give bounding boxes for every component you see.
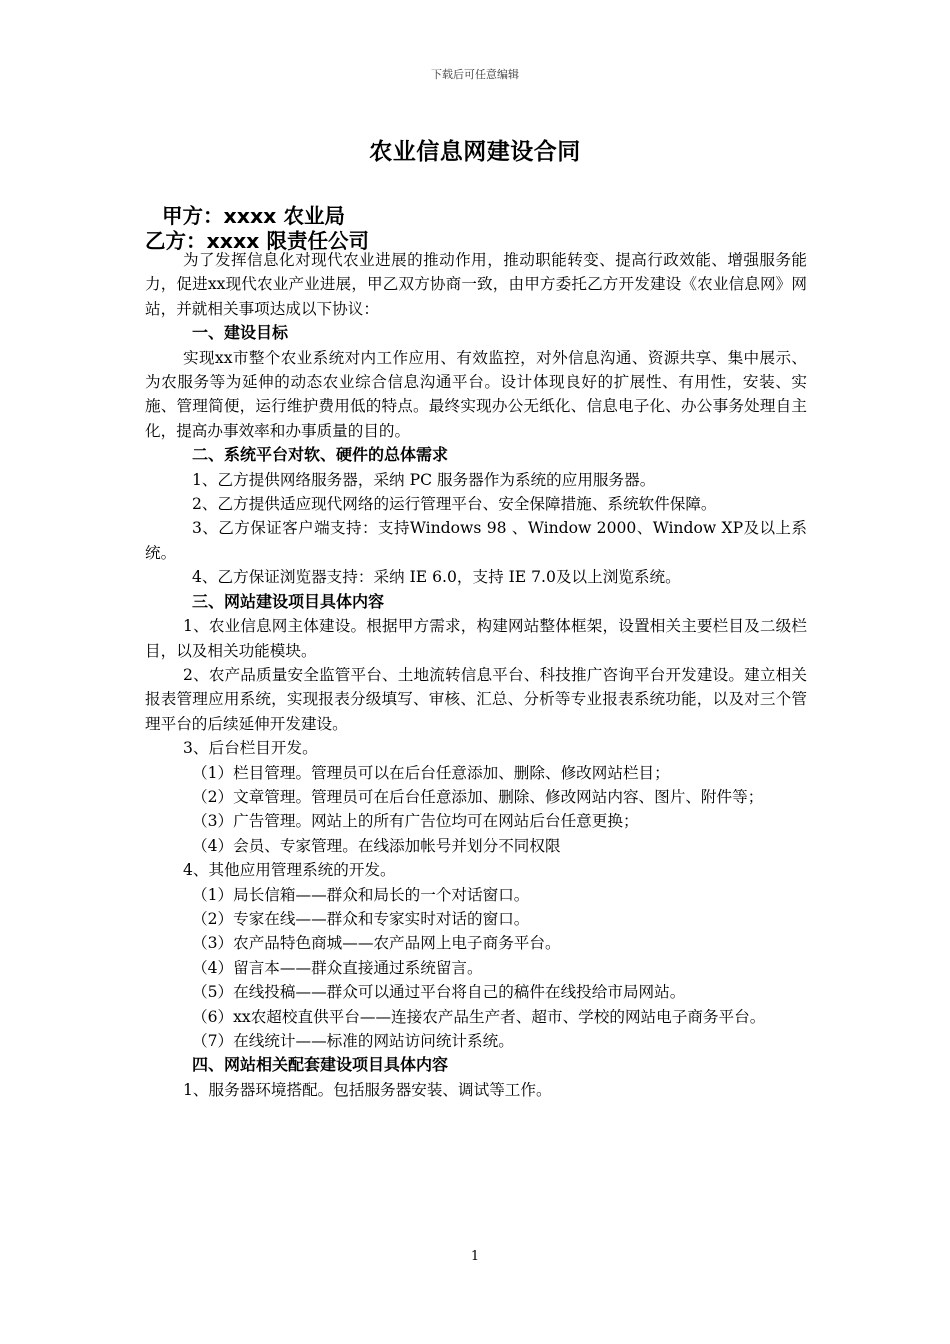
section-1-text: 实现xx市整个农业系统对内工作应用、有效监控，对外信息沟通、资源共享、集中展示、为农服务等为延伸的动态农业综合信息沟通平台。设计体现良好的扩展性、有用性，安装、实施、管理简便，运行维护费用低的特点。最终实现办公无纸化、信息电子化、办公事务处理自主化，提高办事效率和办事质量的目的。	[145, 348, 807, 440]
section-2-item: 1、乙方提供网络服务器，采纳 PC 服务器作为系统的应用服务器。	[192, 470, 656, 489]
party-b: 乙方：xxxx 限责任公司	[145, 229, 370, 253]
section-4-heading: 四、网站相关配套建设项目具体内容	[192, 1055, 449, 1075]
section-3-subitem: （5）在线投稿——群众可以通过平台将自己的稿件在线投给市局网站。	[192, 983, 686, 1002]
section-2-item: 2、乙方提供适应现代网络的运行管理平台、安全保障措施、系统软件保障。	[192, 495, 717, 514]
section-2-item: 3、乙方保证客户端支持：支持Windows 98 、Window 2000、Window XP及以上系统。	[145, 519, 807, 562]
section-3-subitem: （4）留言本——群众直接通过系统留言。	[192, 958, 483, 977]
document-title: 农业信息网建设合同	[369, 139, 581, 165]
section-1-heading: 一、建设目标	[192, 323, 289, 343]
section-3-paragraph: 4、其他应用管理系统的开发。	[183, 861, 396, 880]
section-3-subitem: （1）局长信箱——群众和局长的一个对话窗口。	[192, 885, 530, 904]
section-3-subitem: （3）农产品特色商城——农产品网上电子商务平台。	[192, 934, 561, 953]
section-3-subitem: （4）会员、专家管理。在线添加帐号并划分不同权限	[192, 836, 561, 855]
intro-paragraph: 为了发挥信息化对现代农业进展的推动作用，推动职能转变、提高行政效能、增强服务能力，促进xx现代农业产业进展，甲乙双方协商一致，由甲方委托乙方开发建设《农业信息网》网站，并就相关事项达成以下协议：	[145, 251, 807, 318]
section-3-paragraph: 1、农业信息网主体建设。根据甲方需求，构建网站整体框架，设置相关主要栏目及二级栏目，以及相关功能模块。	[145, 617, 807, 660]
section-3-subitem: （3）广告管理。网站上的所有广告位均可在网站后台任意更换；	[192, 812, 639, 831]
section-3-subitem: （2）专家在线——群众和专家实时对话的窗口。	[192, 909, 530, 928]
section-3-subitem: （1）栏目管理。管理员可以在后台任意添加、删除、修改网站栏目；	[192, 763, 670, 782]
section-2-item: 4、乙方保证浏览器支持：采纳 IE 6.0，支持 IE 7.0及以上浏览系统。	[192, 568, 681, 587]
section-2-heading: 二、系统平台对软、硬件的总体需求	[192, 445, 449, 465]
section-4-paragraph: 1、服务器环境搭配。包括服务器安装、调试等工作。	[183, 1080, 552, 1099]
section-3-subitem: （2）文章管理。管理员可在后台任意添加、删除、修改网站内容、图片、附件等；	[192, 787, 764, 806]
contract-body	[145, 248, 807, 1102]
section-3-subitem: （7）在线统计——标准的网站访问统计系统。	[192, 1032, 514, 1050]
section-3-subitem: （6）xx农超校直供平台——连接农产品生产者、超市、学校的网站电子商务平台。	[192, 1007, 766, 1026]
party-a: 甲方：xxxx 农业局	[162, 204, 346, 228]
section-3-heading: 三、网站建设项目具体内容	[192, 591, 385, 611]
section-3-paragraph: 2、农产品质量安全监管平台、土地流转信息平台、科技推广咨询平台开发建设。建立相关报表管理应用系统，实现报表分级填写、审核、汇总、分析等专业报表系统功能，以及对三个管理平台的后续延伸开发建设。	[145, 665, 807, 733]
page-number: 1	[470, 1249, 480, 1264]
section-3-paragraph: 3、后台栏目开发。	[183, 739, 318, 758]
header-note: 下载后可任意编辑	[431, 68, 519, 81]
